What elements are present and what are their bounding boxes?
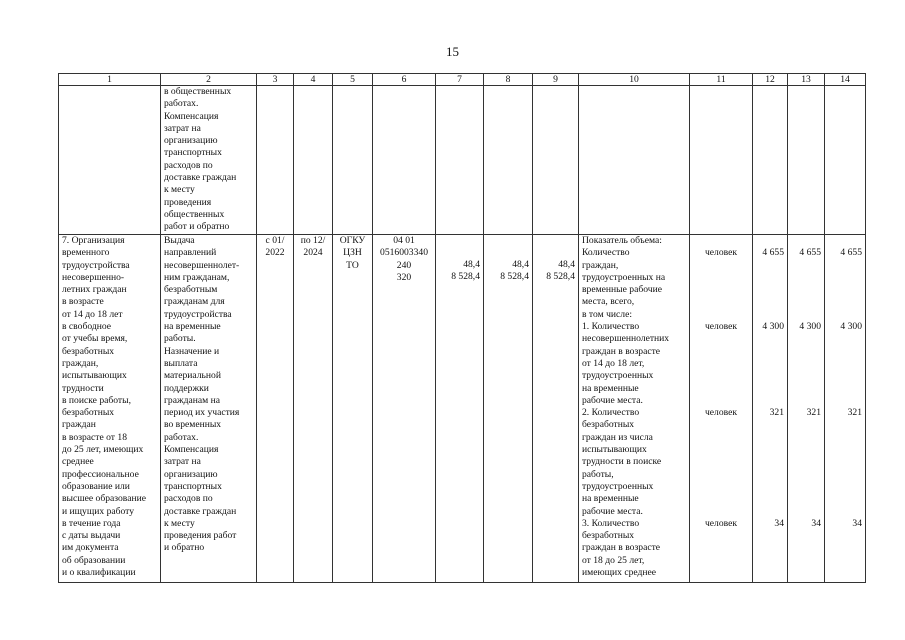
indicator-value: 4 655 [762,247,784,258]
indicator-value: 321 [769,407,784,418]
column-header: 3 [257,74,294,86]
executor-cell: ОГКУ ЦЗН ТО [333,235,373,583]
column-header: 6 [373,74,436,86]
unit-value: человек [704,247,738,258]
column-header: 10 [579,74,690,86]
column-header: 2 [161,74,257,86]
value-2023-cell [788,235,825,583]
indicator-value: 4 300 [762,321,784,332]
unit-value: человек [704,321,738,332]
cell [753,86,788,235]
column-header: 8 [484,74,533,86]
column-header: 7 [436,74,484,86]
end-date-cell: по 12/ 2024 [294,235,333,583]
unit-cell [690,235,753,583]
cell [333,86,373,235]
cell [825,86,866,235]
start-date-cell: с 01/ 2022 [257,235,294,583]
cell [257,86,294,235]
funding-2024-cell: 48,4 8 528,4 [533,235,579,583]
indicator-value: 321 [806,407,821,418]
column-header: 9 [533,74,579,86]
measure-description-cell: Выдача направлений несовершеннолет- ним гражданам, безработным гражданам для трудоустройства на временные работы. Назначение и выплата материальной поддержки гражданам на период их участия во временных работах. Компенсация затрат на организацию транспортных расходов по доставке граждан к месту проведения работ и обратно [161,235,257,583]
indicator-description-cell: Показатель объема: Количество граждан, трудоустроенных на временные рабочие места, всего, в том числе: 1. Количество несовершеннолетних граждан в возрасте от 14 до 18 лет, трудоустроенных на временные рабочие места. 2. Количество безработных граждан из числа испытывающих трудности в поиске работы, трудоустроенных на временные рабочие места. 3. Количество безработных граждан в возрасте от 18 до 25 лет, имеющих среднее [579,235,690,583]
indicator-value: 4 300 [799,321,821,332]
column-header: 13 [788,74,825,86]
cell [436,86,484,235]
cell [484,86,533,235]
cell [59,86,161,235]
budget-table [58,73,866,583]
indicator-value: 4 300 [840,321,862,332]
value-2024-cell [825,235,866,583]
measure-description-cell: в общественных работах. Компенсация затрат на организацию транспортных расходов по доставке граждан к месту проведения общественных работ и обратно [161,86,257,235]
budget-code-cell: 04 01 0516003340 240 320 [373,235,436,583]
item-title-cell: 7. Организация временного трудоустройства несовершенно- летних граждан в возрасте от 14 до 18 лет в свободное от учебы время, безработных граждан, испытывающих трудности в поиске работы, безработных граждан в возрасте от 18 до 25 лет, имеющих среднее профессиональное образование или высшее образование и ищущих работу в течение года с даты выдачи им документа об образовании и о квалификации [59,235,161,583]
table-row-item-7 [59,235,866,583]
column-header: 14 [825,74,866,86]
indicator-value: 34 [852,518,862,529]
column-header: 4 [294,74,333,86]
unit-value: человек [704,407,738,418]
funding-2022-cell: 48,4 8 528,4 [436,235,484,583]
column-header: 11 [690,74,753,86]
unit-value: человек [704,518,738,529]
table-row-continuation [59,86,866,235]
funding-2023-cell: 48,4 8 528,4 [484,235,533,583]
value-2022-cell [753,235,788,583]
column-header: 12 [753,74,788,86]
cell [533,86,579,235]
page-number: 15 [446,44,459,59]
column-header: 5 [333,74,373,86]
cell [690,86,753,235]
column-number-row [59,74,866,86]
indicator-value: 34 [774,518,784,529]
indicator-value: 34 [811,518,821,529]
cell [294,86,333,235]
cell [788,86,825,235]
cell [579,86,690,235]
column-header: 1 [59,74,161,86]
indicator-value: 4 655 [799,247,821,258]
indicator-value: 4 655 [840,247,862,258]
cell [373,86,436,235]
indicator-value: 321 [847,407,862,418]
